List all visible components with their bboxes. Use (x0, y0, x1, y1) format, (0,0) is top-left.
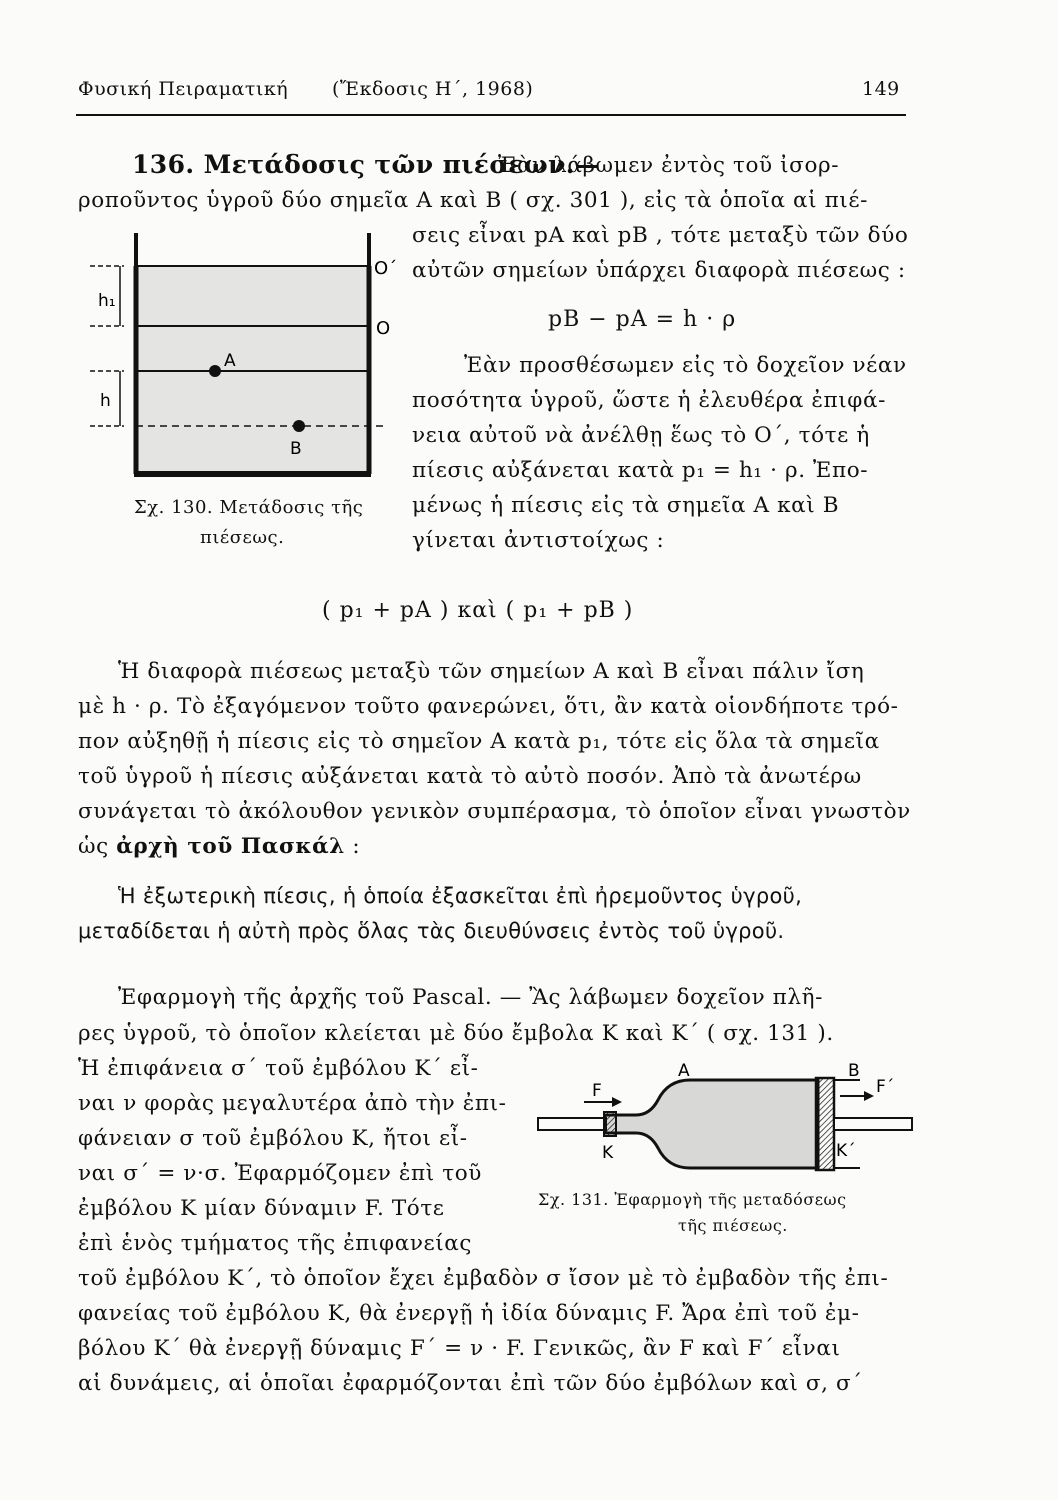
paragraph-line: φανείας τοῦ ἐμβόλου Κ, θὰ ἐνεργῇ ἡ ἰδία δύναμις F. Ἄρα ἐπὶ τοῦ ἐμ- (78, 1301, 860, 1326)
paragraph-line: Ἡ ἐπιφάνεια σ΄ τοῦ ἐμβόλου Κ΄ εἶ- (78, 1056, 479, 1081)
figure-131-caption: Σχ. 131. Ἐφαρμογὴ τῆς μεταδόσεως (538, 1190, 847, 1209)
paragraph-line: νεια αὐτοῦ νὰ ἀνέλθῃ ἕως τὸ Ο΄, τότε ἡ (412, 423, 870, 448)
point-A (209, 365, 221, 377)
formula-pressure-difference: pΒ − pΑ = h · ρ (548, 307, 737, 332)
label-A: A (224, 351, 236, 371)
point-B (293, 420, 305, 432)
running-title: Φυσική Πειραματική (78, 78, 289, 100)
figure-130-caption: Σχ. 130. Μετάδοσις τῆς (134, 497, 364, 518)
figure-130-container-diagram (84, 228, 398, 498)
press-vessel (605, 1080, 818, 1168)
paragraph-line: Ἐὰν προσθέσωμεν εἰς τὸ δοχεῖον νέαν (464, 353, 907, 378)
figure-130-caption: πιέσεως. (200, 527, 285, 548)
paragraph-line: Ἐὰν λάβωμεν ἐντὸς τοῦ ἰσορ- (498, 153, 840, 178)
label-O-prime: O΄ (374, 258, 398, 279)
arrowhead-icon (864, 1091, 874, 1101)
piston-rod-K-prime (834, 1118, 912, 1130)
section-heading: 136. Μετάδοσις τῶν πιέσεων.— (132, 150, 601, 179)
paragraph-line: πον αὐξηθῇ ἡ πίεσις εἰς τὸ σημεῖον Α κατὰ p₁, τότε εἰς ὅλα τὰ σημεῖα (78, 729, 880, 754)
figure-131-caption: τῆς πιέσεως. (678, 1216, 788, 1235)
label-B: B (290, 439, 302, 459)
principle-statement-line: μεταδίδεται ἡ αὐτὴ πρὸς ὅλας τὰς διευθύνσεις ἐντὸς τοῦ ὑγροῦ. (78, 919, 785, 943)
label-F: F (592, 1081, 602, 1101)
pascal-principle-term: ἀρχὴ τοῦ Πασκάλ (116, 834, 345, 859)
paragraph-line: ναι ν φορὰς μεγαλυτέρα ἀπὸ τὴν ἐπι- (78, 1091, 507, 1116)
paragraph-line: Ἐφαρμογὴ τῆς ἀρχῆς τοῦ Pascal. — Ἂς λάβωμεν δοχεῖον πλῆ- (118, 985, 823, 1010)
paragraph-line: ναι σ΄ = ν·σ. Ἐφαρμόζομεν ἐπὶ τοῦ (78, 1161, 482, 1186)
piston-rod-K (538, 1118, 606, 1130)
label-O: O (376, 318, 391, 339)
figure-131-hydraulic-press (530, 1060, 920, 1185)
paragraph-line: φάνειαν σ τοῦ ἐμβόλου Κ, ἤτοι εἶ- (78, 1126, 468, 1151)
paragraph-line: συνάγεται τὸ ἀκόλουθον γενικὸν συμπέρασμα, τὸ ὁποῖον εἶναι γνωστὸν (78, 799, 911, 824)
paragraph-line: μὲ h · ρ. Τὸ ἐξαγόμενον τοῦτο φανερώνει, ὅτι, ἂν κατὰ οἱονδήποτε τρό- (78, 694, 899, 719)
paragraph-line: μένως ἡ πίεσις εἰς τὰ σημεῖα Α καὶ Β (412, 493, 840, 518)
paragraph-line: ἐπὶ ἑνὸς τμήματος τῆς ἐπιφανείας (78, 1231, 473, 1256)
paragraph-line: Ἡ διαφορὰ πιέσεως μεταξὺ τῶν σημείων Α καὶ Β εἶναι πάλιν ἴση (118, 659, 865, 684)
arrowhead-icon (612, 1097, 622, 1107)
label-A: A (678, 1061, 690, 1081)
paragraph-line: γίνεται ἀντιστοίχως : (412, 528, 665, 553)
paragraph-line: βόλου Κ΄ θὰ ἐνεργῇ δύναμις F΄ = ν · F. Γενικῶς, ἂν F καὶ F΄ εἶναι (78, 1336, 841, 1361)
label-h1: h₁ (98, 291, 116, 311)
paragraph-line: αἱ δυνάμεις, αἱ ὁποῖαι ἐφαρμόζονται ἐπὶ τῶν δύο ἐμβόλων καὶ σ, σ΄ (78, 1371, 863, 1396)
label-K: K (602, 1143, 614, 1163)
paragraph-line: αὐτῶν σημείων ὑπάρχει διαφορὰ πιέσεως : (412, 258, 906, 283)
text-run: ὡς (78, 834, 109, 859)
label-K-prime: K΄ (836, 1141, 856, 1161)
paragraph-line: ρες ὑγροῦ, τὸ ὁποῖον κλείεται μὲ δύο ἔμβολα Κ καὶ Κ΄ ( σχ. 131 ). (78, 1021, 834, 1046)
paragraph-line: τοῦ ὑγροῦ ἡ πίεσις αὐξάνεται κατὰ τὸ αὐτὸ ποσόν. Ἀπὸ τὰ ἀνωτέρω (78, 764, 862, 789)
paragraph-line: ροποῦντος ὑγροῦ δύο σημεῖα Α καὶ Β ( σχ. 301 ), εἰς τὰ ὁποῖα αἱ πιέ- (78, 188, 868, 213)
piston-K-prime (816, 1078, 834, 1170)
paragraph-line: ποσότητα ὑγροῦ, ὥστε ἡ ἐλευθέρα ἐπιφά- (412, 388, 886, 413)
text-run: : (352, 834, 361, 859)
paragraph-line (78, 834, 360, 859)
edition-note: (Ἔκδοσις Η΄, 1968) (332, 78, 534, 100)
paragraph-line: σεις εἶναι pΑ καὶ pΒ , τότε μεταξὺ τῶν δύο (412, 223, 909, 248)
piston-K (604, 1112, 616, 1136)
label-F-prime: F΄ (876, 1077, 895, 1097)
principle-statement-line: Ἡ ἐξωτερικὴ πίεσις, ἡ ὁποία ἐξασκεῖται ἐπὶ ἠρεμοῦντος ὑγροῦ, (118, 884, 803, 908)
header-rule (76, 114, 906, 116)
label-h: h (100, 391, 111, 411)
paragraph-line: τοῦ ἐμβόλου Κ΄, τὸ ὁποῖον ἔχει ἐμβαδὸν σ ἴσον μὲ τὸ ἐμβαδὸν τῆς ἐπι- (78, 1266, 889, 1291)
page-number: 149 (862, 78, 900, 100)
paragraph-line: ἐμβόλου Κ μίαν δύναμιν F. Τότε (78, 1196, 445, 1221)
formula-pressures: ( p₁ + pΑ ) καὶ ( p₁ + pΒ ) (322, 598, 634, 623)
label-B: B (848, 1061, 860, 1081)
paragraph-line: πίεσις αὐξάνεται κατὰ p₁ = h₁ · ρ. Ἐπο- (412, 458, 869, 483)
